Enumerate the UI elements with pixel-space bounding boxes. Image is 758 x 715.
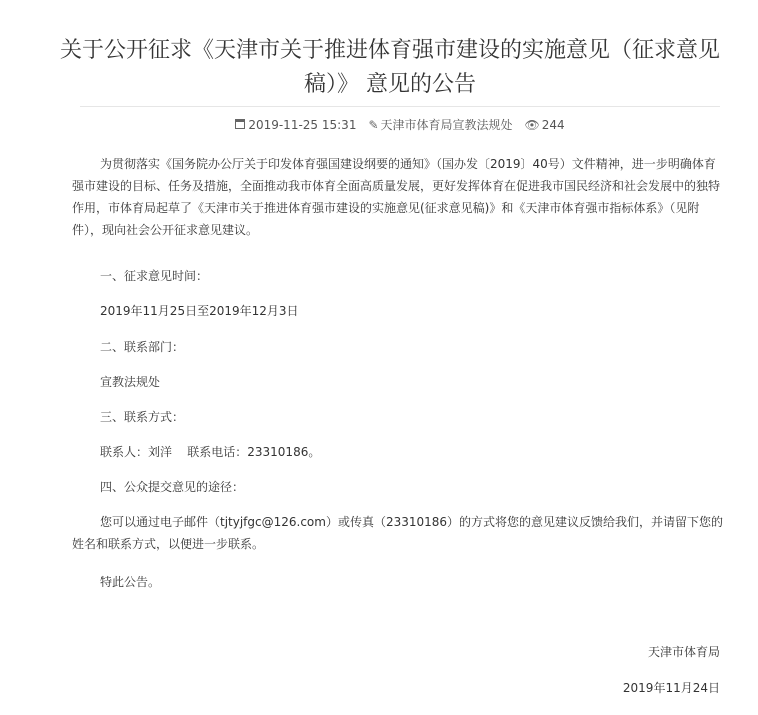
closing-text: 特此公告。 xyxy=(100,575,161,589)
author-dept[interactable]: 天津市体育局宣教法规处 xyxy=(380,117,513,132)
eye-icon: 👁 xyxy=(524,117,540,132)
section-3-heading: 三、联系方式： xyxy=(100,410,185,424)
section-2-value: 宣教法规处 xyxy=(100,375,161,389)
signature: 天津市体育局 xyxy=(647,645,720,659)
section-1-heading: 一、征求意见时间： xyxy=(100,269,209,283)
section-1-value: 2019年11月25日至2019年12月3日 xyxy=(100,304,299,318)
section-3-value: 联系人：刘洋 联系电话：23310186。 xyxy=(100,445,321,459)
calendar-icon xyxy=(235,119,245,129)
title-divider xyxy=(80,106,720,107)
section-4-value: 您可以通过电子邮件（tjtyjfgc@126.com）或传真（23310186）的方式将您的意见建议反馈给我们，并请留下您的姓名和联系方式，以便进一步联系。 xyxy=(72,515,724,551)
intro-paragraph: 为贯彻落实《国务院办公厅关于印发体育强国建设纲要的通知》（国办发〔2019〕40号）文件精神，进一步明确体育强市建设的目标、任务及措施，全面推动我市体育全面高质量发展，更好发挥体育在促进我市国民经济和社会发展中的独特作用，市体育局起草了《天津市关于推进体育强市建设的实施意见(征求意见稿)》和《天津市体育强市指标体系》（见附件），现向社会公开征求意见建议。 xyxy=(72,157,721,237)
section-2-heading: 二、联系部门： xyxy=(100,340,185,354)
sign-date: 2019年11月24日 xyxy=(622,681,720,695)
article-title: 关于公开征求《天津市关于推进体育强市建设的实施意见（征求意见稿）》 意见的公告 xyxy=(60,38,721,97)
article-meta xyxy=(80,114,720,135)
publish-date: 2019-11-25 15:31 xyxy=(248,117,357,132)
view-count: 244 xyxy=(541,117,565,132)
pencil-icon: ✎ xyxy=(368,117,379,132)
section-4-heading: 四、公众提交意见的途径： xyxy=(100,480,245,494)
